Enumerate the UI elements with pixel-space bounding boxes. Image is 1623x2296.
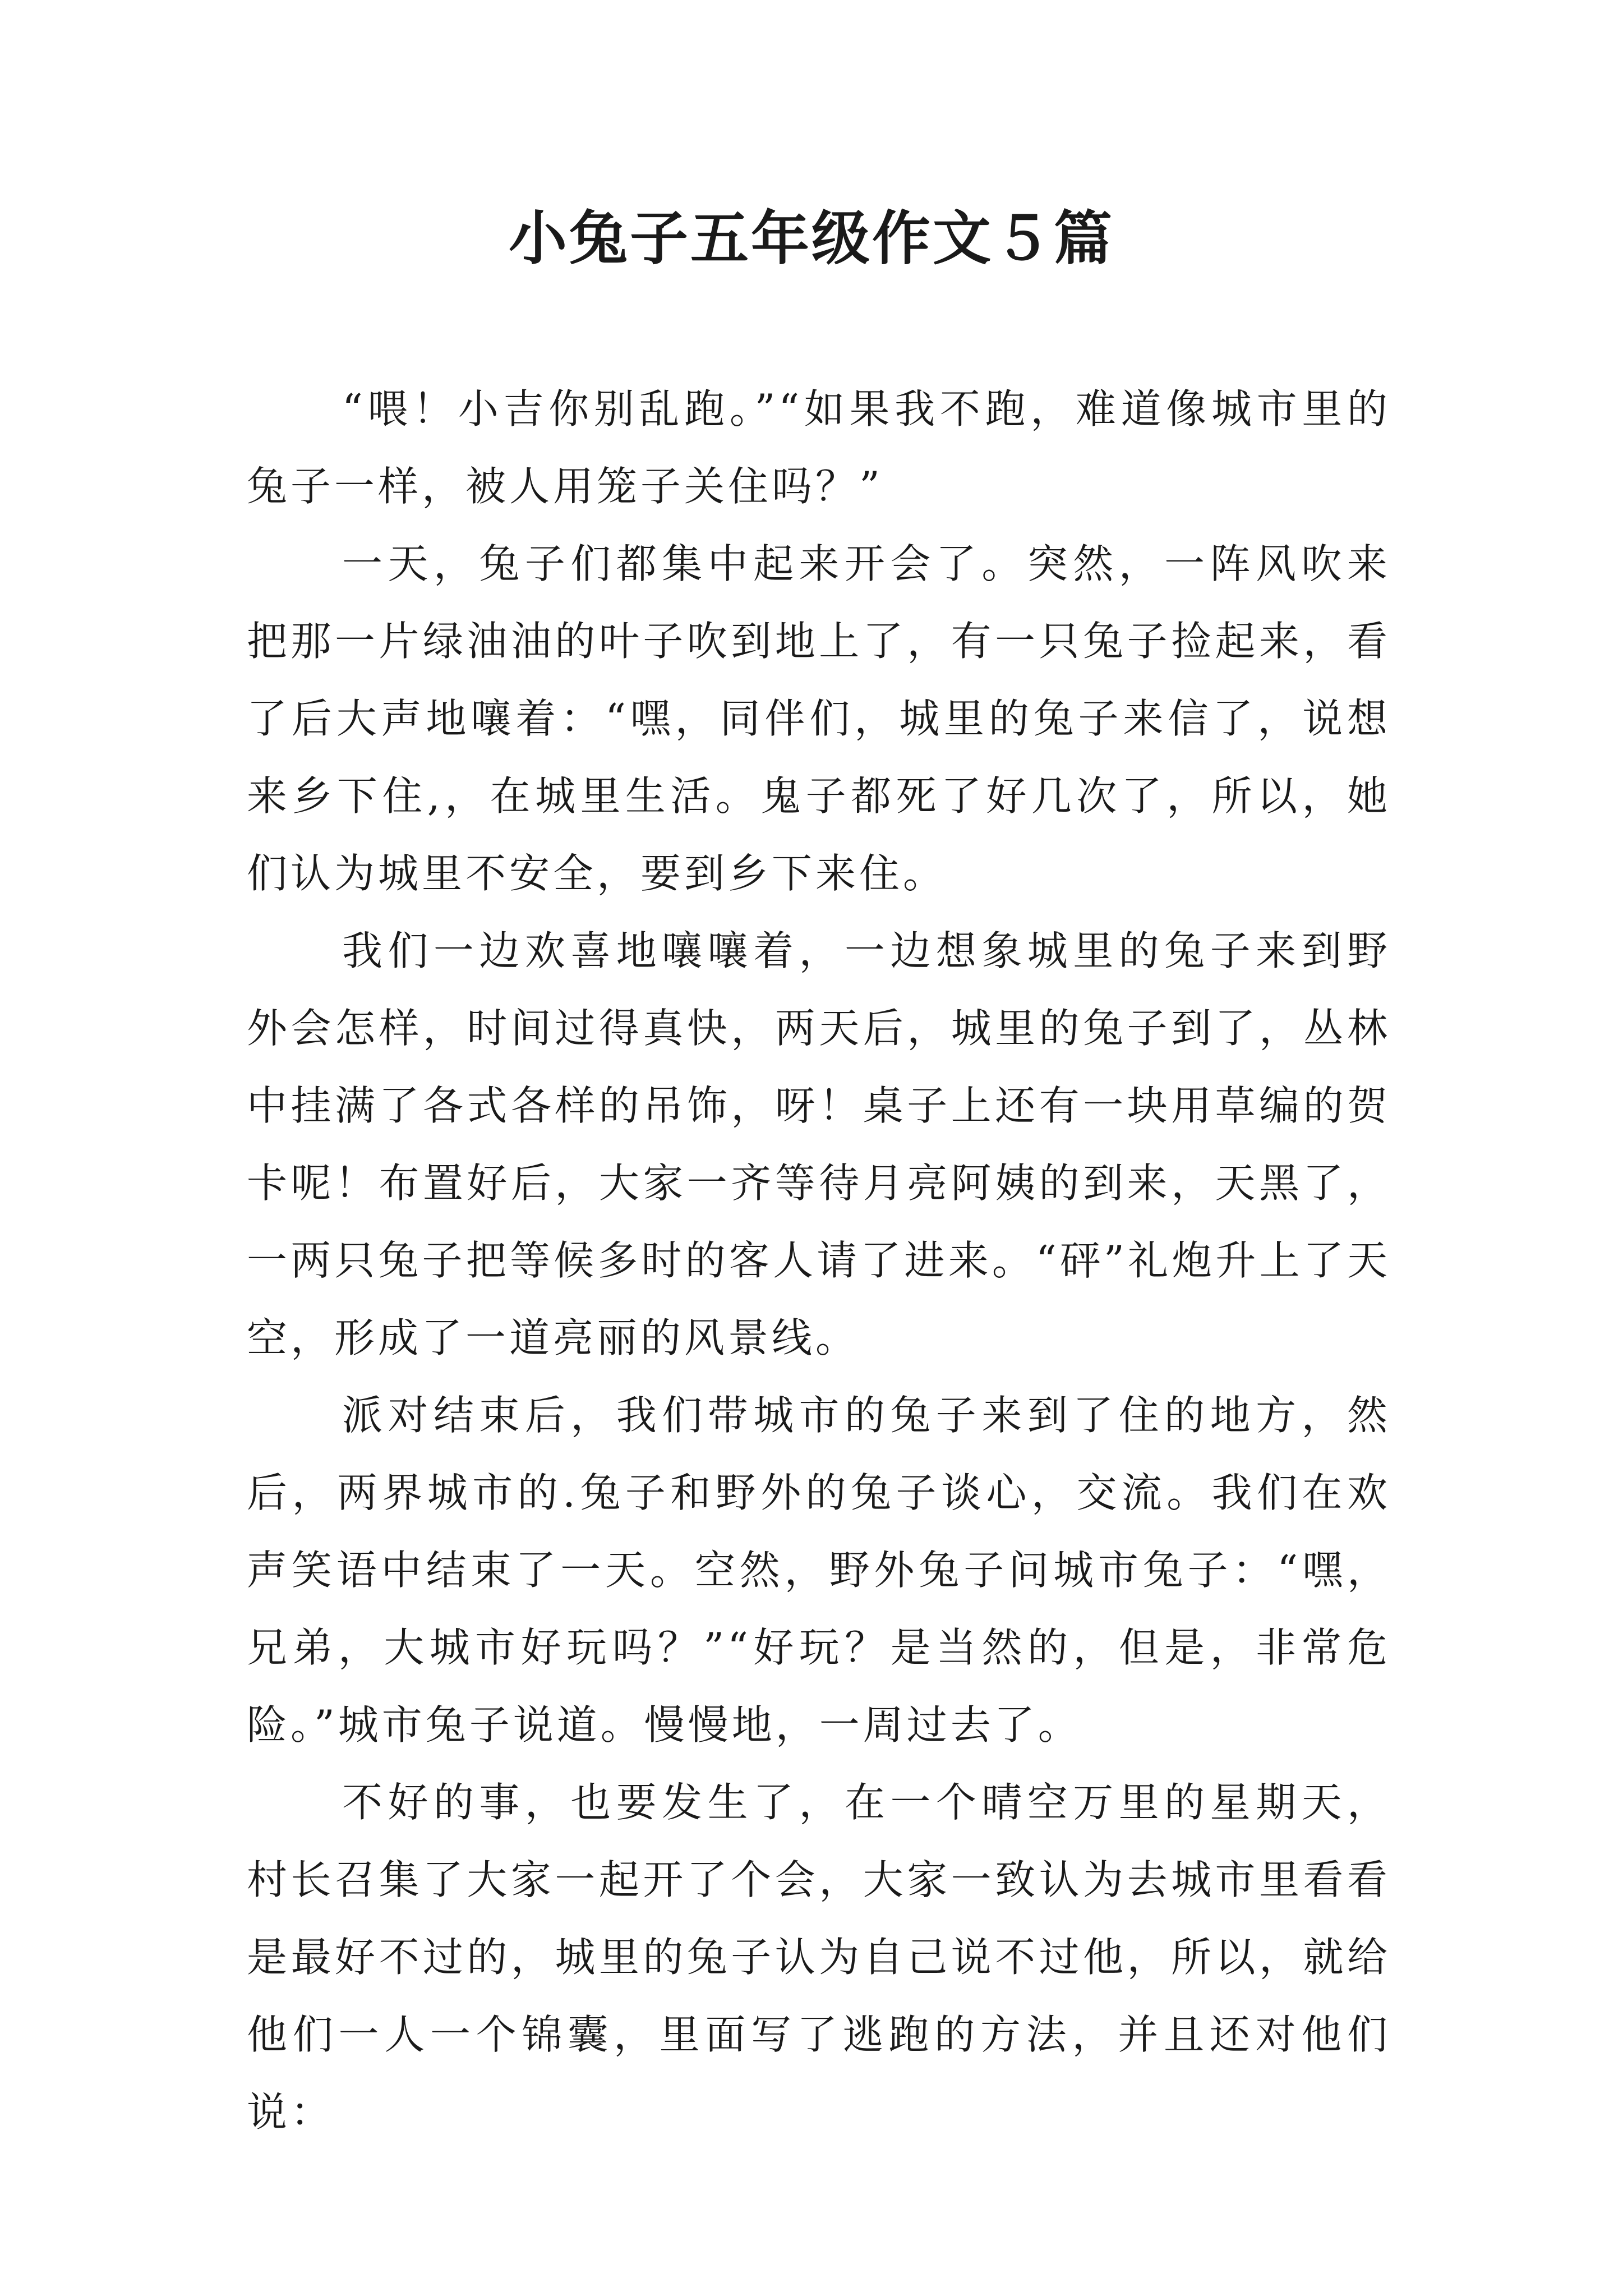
document-title: 小兔子五年级作文５篇 [508,204,1114,273]
paragraph: 不好的事，也要发生了，在一个晴空万里的星期天，村长召集了大家一起开了个会，大家一致认为去城市里看看是最好不过的，城里的兔子认为自己说不过他，所以，就给他们一人一个锦囊，里面写了逃跑的方法，并且还对他们说： [247,1779,1391,2136]
paragraph: 一天，兔子们都集中起来开会了。突然，一阵风吹来把那一片绿油油的叶子吹到地上了，有一只兔子捡起来，看了后大声地嚷着：“嘿，同伴们，城里的兔子来信了，说想来乡下住,，在城里生活。鬼子都死了好几次了，所以，她们认为城里不安全，要到乡下来住。 [247,540,1391,897]
document-body [247,370,1391,2151]
paragraph: 我们一边欢喜地嚷嚷着，一边想象城里的兔子来到野外会怎样，时间过得真快，两天后，城里的兔子到了，丛林中挂满了各式各样的吊饰，呀！桌子上还有一块用草编的贺卡呢！布置好后，大家一齐等待月亮阿姨的到来，天黑了，一两只兔子把等候多时的客人请了进来。“砰”礼炮升上了天空，形成了一道亮丽的风景线。 [247,927,1391,1361]
paragraph: “喂！小吉你别乱跑。”“如果我不跑，难道像城市里的兔子一样，被人用笼子关住吗？” [247,385,1391,510]
paragraph: 派对结束后，我们带城市的兔子来到了住的地方，然后，两界城市的.兔子和野外的兔子谈心，交流。我们在欢声笑语中结束了一天。空然，野外兔子问城市兔子：“嘿，兄弟，大城市好玩吗？”“好玩？是当然的，但是，非常危险。”城市兔子说道。慢慢地，一周过去了。 [247,1392,1391,1749]
